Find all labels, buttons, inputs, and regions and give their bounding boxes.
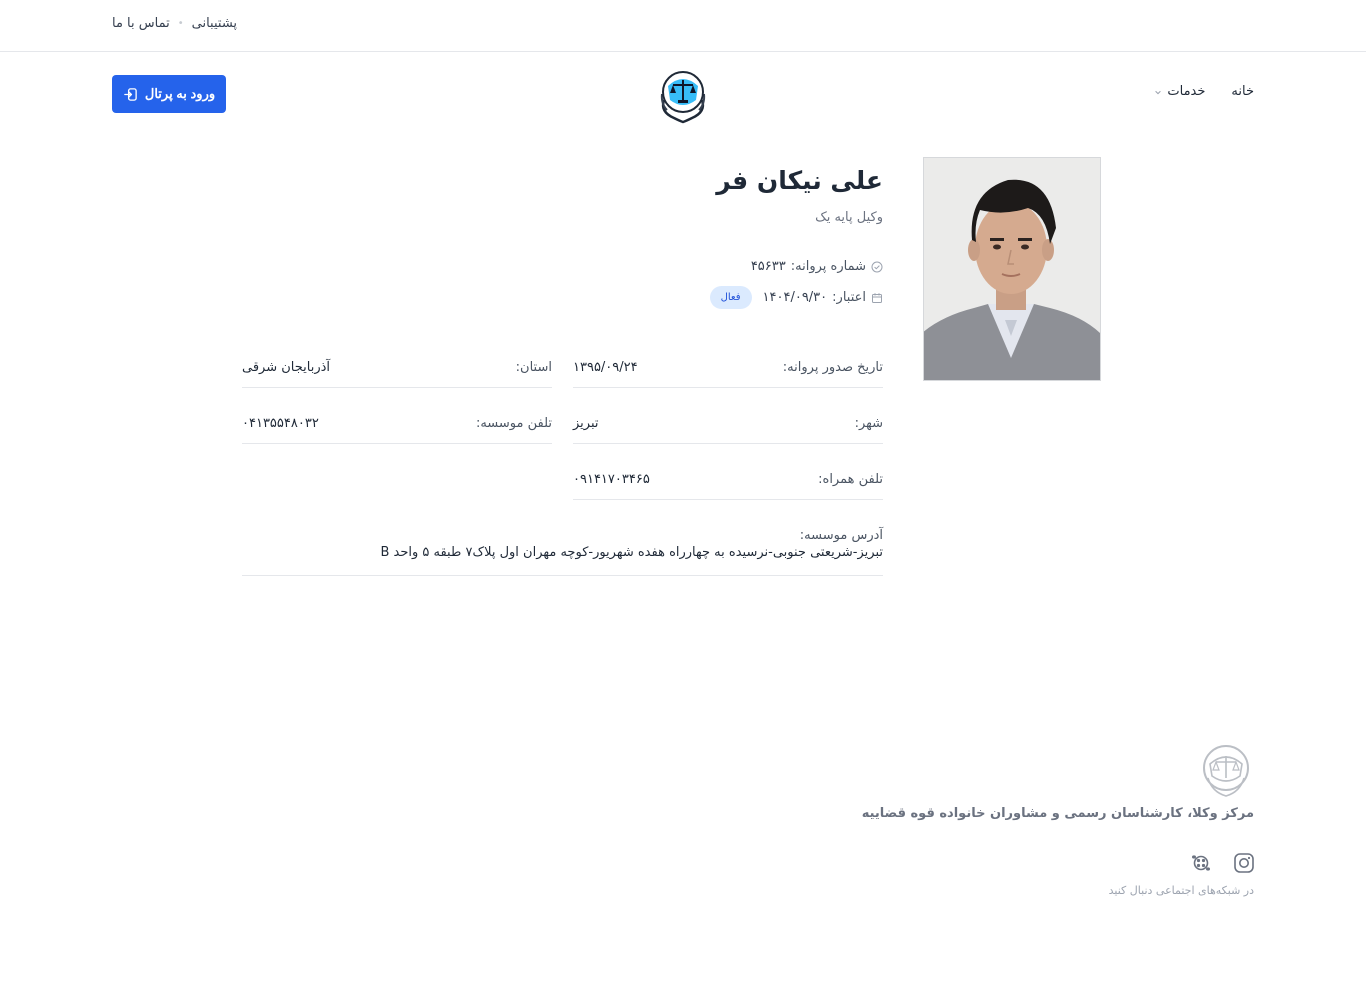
status-badge: فعال (710, 286, 752, 309)
city-label: شهر: (854, 416, 883, 431)
emblem-logo (652, 64, 714, 124)
main-nav (1154, 84, 1254, 99)
address-value: تبریز-شریعتی جنوبی-نرسیده به چهارراه هفده شهریور-کوچه مهران اول پلاک۷ طبقه ۵ واحد B (380, 545, 883, 560)
nav-services[interactable] (1154, 84, 1205, 99)
issue-date-label: تاریخ صدور پروانه: (782, 360, 883, 375)
license-number: ۴۵۶۳۳ (750, 259, 786, 274)
city-field (573, 404, 883, 444)
footer-title: مرکز وکلا، کارشناسان رسمی و مشاوران خانواده قوه قضاییه (861, 806, 1254, 821)
portal-login-label: ورود به پرتال (144, 86, 216, 101)
top-bar (0, 0, 1366, 52)
address-field (242, 528, 883, 576)
main-header (0, 52, 1366, 136)
city-value: تبریز (573, 416, 599, 431)
validity-label: اعتبار: (832, 290, 866, 305)
instagram-icon[interactable] (1233, 852, 1255, 874)
office-phone-value: ۰۴۱۳۵۵۴۸۰۳۲ (242, 416, 319, 431)
issue-date-field (573, 348, 883, 388)
top-links (112, 16, 237, 31)
issue-date-value: ۱۳۹۵/۰۹/۲۴ (573, 360, 638, 375)
validity-date: ۱۴۰۴/۰۹/۳۰ (762, 290, 828, 305)
mobile-field (573, 460, 883, 500)
social-links (1190, 852, 1255, 874)
nav-home[interactable] (1231, 84, 1254, 99)
footer-emblem-logo (1198, 742, 1254, 798)
chevron-down-icon (1154, 88, 1162, 96)
office-phone-label: تلفن موسسه: (475, 416, 552, 431)
support-link[interactable]: پشتیبانی (191, 16, 238, 31)
lawyer-name: علی نیکان فر (716, 166, 883, 195)
province-label: استان: (515, 360, 552, 375)
license-label: شماره پروانه: (790, 259, 866, 274)
mobile-label: تلفن همراه: (818, 472, 883, 487)
lawyer-title: وکیل پایه یک (815, 210, 883, 225)
calendar-icon (871, 292, 883, 304)
license-row (751, 259, 883, 274)
person-portrait-image (923, 158, 1100, 381)
lawyer-photo (923, 157, 1101, 381)
nav-services-label: خدمات (1167, 84, 1206, 99)
address-label: آدرس موسسه: (799, 528, 883, 543)
office-phone-field (242, 404, 552, 444)
aparat-icon[interactable] (1190, 852, 1212, 874)
validity-row (710, 286, 883, 309)
province-value: آذربایجان شرقی (242, 360, 331, 375)
mobile-value: ۰۹۱۴۱۷۰۳۴۶۵ (573, 472, 650, 487)
portal-login-button[interactable] (112, 75, 226, 113)
check-circle-icon (871, 261, 883, 273)
social-follow-note: در شبکه‌های اجتماعی دنبال کنید (1108, 884, 1254, 897)
login-icon (123, 87, 138, 102)
separator-dot: • (177, 18, 184, 29)
province-field (242, 348, 552, 388)
nav-home-label: خانه (1231, 84, 1254, 99)
contact-link[interactable]: تماس با ما (112, 16, 170, 31)
